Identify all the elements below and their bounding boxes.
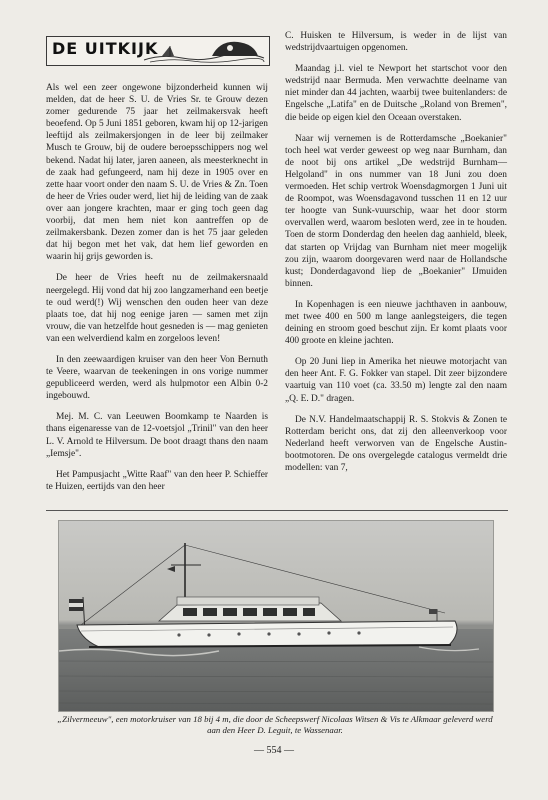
paragraph: Naar wij vernemen is de Rotterdamsche „Boekanier" toch heel wat verder geweest op weg naar Burnham, dan de noot bij ons artikel „De wedstrijd Burnham—Helgoland" in ons nummer van 18 Juni zou doen vermoeden. Het schip vertrok Woensdagmorgen 1 Juni uit de Roompot, was Woensdagavond tusschen 11 en 12 uur ter hoogte van Sunk-vuurschip, waar het door storm overvallen werd, waarom besloten werd, zee in te houden. Toen de storm Donderdag den heelen dag aanhield, bleek, dat starten op Vrijdag van Burnham niet meer mogelijk zou zijn, waarom doorgevaren werd naar de Hollandsche kust; Donderdagavond liep de „Boekanier" IJmuiden binnen. bbox=[285, 133, 507, 289]
motor-cruiser-illustration bbox=[59, 521, 493, 711]
paragraph: De heer de Vries heeft nu de zeilmakersnaald neergelegd. Hij vond dat hij zoo langzamerhand een beetje te oud werd(!) Wij wenschen den ouden heer van deze plaats toe, dat hij nog eenige jaren — samen met zijn vrouw, die van hetzelfde hout gesneden is — mag genieten van een welverdiend kalm en zorgeloos leven! bbox=[46, 273, 268, 344]
masthead-illustration bbox=[142, 36, 266, 66]
paragraph: In Kopenhagen is een nieuwe jachthaven in aanbouw, met twee 400 en 500 m lange aanlegsteigers, die tegen deining en stroom goed beschut zijn. Er komt plaats voor 400 groote en kleine jachten. bbox=[285, 299, 507, 347]
paragraph: Maandag j.l. viel te Newport het startschot voor den wedstrijd naar Bermuda. Men verwachtte deelname van niet minder dan 44 jachten, waarbij twee buitenlanders: de Engelsche „Latifa" en de Duitsche „Roland von Bremen", die beide op eigen kiel den Oceaan overstaken. bbox=[285, 64, 507, 123]
left-article-column bbox=[46, 82, 268, 502]
paragraph: De N.V. Handelmaatschappij R. S. Stokvis & Zonen te Rotterdam bericht ons, dat zij den alleenverkoop voor Nederland heeft verworven van de Engelsche Austin-bootmotoren. De ons overgelegde catalogus vermeldt drie modellen: van 7, bbox=[285, 414, 507, 473]
section-divider bbox=[46, 510, 508, 511]
paragraph: In den zeewaardigen kruiser van den heer Von Bernuth te Veere, waarvan de teekeningen in ons vorige nummer gepubliceerd werden, werd als hulpmotor een Albin 0-2 ingebouwd. bbox=[46, 354, 268, 402]
yacht-photo bbox=[58, 520, 494, 712]
right-article-column bbox=[285, 30, 507, 483]
section-masthead bbox=[46, 30, 268, 72]
page-number: — 554 — bbox=[254, 745, 294, 756]
photo-caption: „Zilvermeeuw", een motorkruiser van 18 bij 4 m, die door de Scheepswerf Nicolaas Witsen & Vis te Alkmaar geleverd werd aan den Heer D. Leguit, te Wassenaar. bbox=[57, 714, 493, 735]
paragraph: Het Pampusjacht „Witte Raaf" van den heer P. Schieffer te Huizen, eertijds van den heer bbox=[46, 469, 268, 492]
paragraph: Op 20 Juni liep in Amerika het nieuwe motorjacht van den heer Ant. F. G. Fokker van stapel. Dit zeer bijzondere vaartuig van 110 voet (ca. 33.50 m) lengte zal den naam „Q. E. D." dragen. bbox=[285, 357, 507, 404]
masthead-title: DE UITKIJK bbox=[52, 39, 159, 58]
paragraph: C. Huisken te Hilversum, is weder in de lijst van wedstrijdvaartuigen opgenomen. bbox=[285, 31, 507, 54]
paragraph: Als wel een zeer ongewone bijzonderheid kunnen wij melden, dat de heer S. U. de Vries Sr. te Grouw dezen zomer gedurende 75 jaar het zeilmakersvak heeft beoefend. Op 5 Juni 1851 geboren, kwam hij op 12-jarigen leeftijd als zeilmakersjongen in de leer bij zeilmaker Musch te Grouw, bij de oudere beroepsschippers nog wel bekend. Nadat hij later, jaren aaneen, als meesterknecht in de zaak had gefungeerd, nam hij deze in 1905 over en zette haar voort onder den naam S. U. de Vries & Zn. Toen de heer de Vries ouder werd, liet hij de leiding van de zaak over aan jongere krachten, maar er ging toch geen dag voorbij, dat men hem niet kon aantreffen op de zeilmakersbank. Dezen zomer dan is het 75 jaar geleden dat hij begon met het vak, dat hem lief geworden en waarin hij grijs geworden is. bbox=[46, 83, 268, 263]
paragraph: Mej. M. C. van Leeuwen Boomkamp te Naarden is thans eigenaresse van de 12-voetsjol „Trinil" van den heer L. V. Arnold te Hilversum. De boot draagt thans den naam „Iemsje". bbox=[46, 412, 268, 459]
